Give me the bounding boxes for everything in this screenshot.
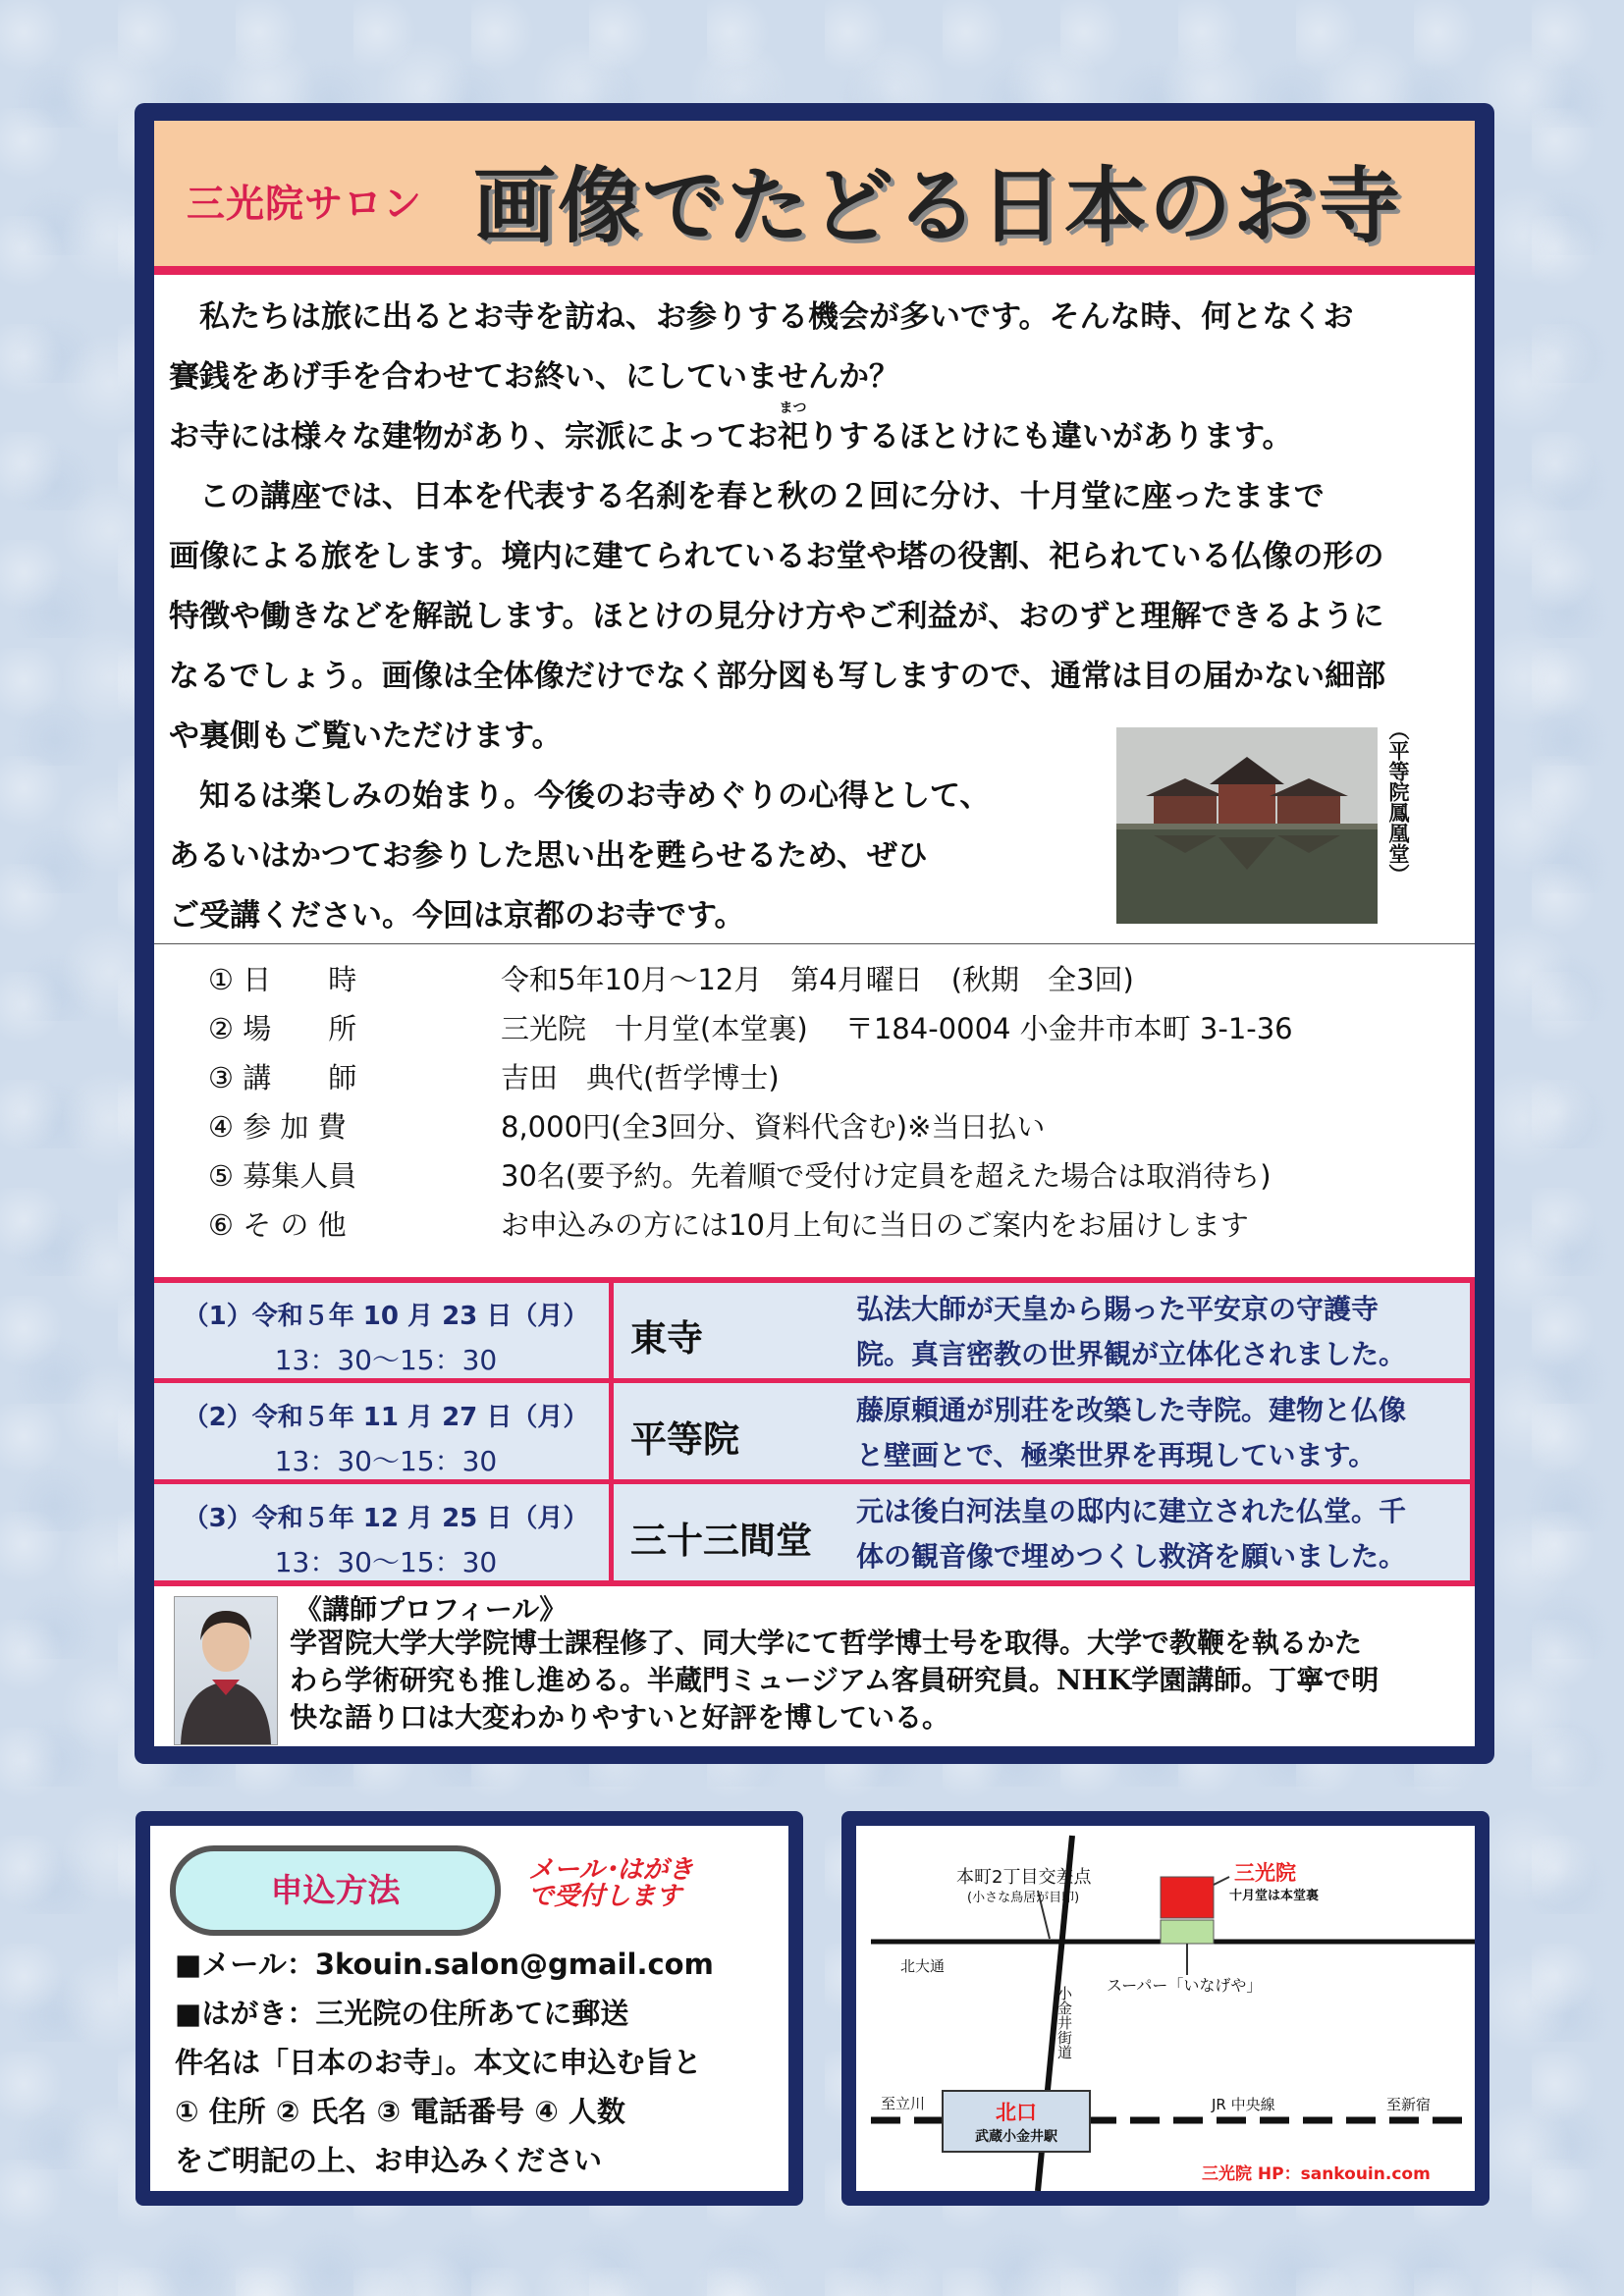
- detail-label: ⑥ そ の 他: [208, 1208, 347, 1242]
- station-label: 武蔵小金井駅: [975, 2129, 1057, 2145]
- session-desc-line: 元は後白河法皇の邸内に建立された仏堂。千: [856, 1495, 1407, 1527]
- detail-row: [208, 1007, 1465, 1056]
- intro-line: 賽銭をあげ手を合わせてお終い、にしていませんか？: [169, 359, 899, 395]
- detail-label: ④ 参 加 費: [208, 1110, 347, 1144]
- furigana-ruby: まつ: [779, 400, 807, 416]
- session-table: [154, 1277, 1475, 1586]
- intro-line: あるいはかつてお参りした思い出を甦らせるため、ぜひ: [169, 838, 928, 874]
- intro-line: 画像による旅をします。境内に建てられているお堂や塔の役割、祀られている仏像の形の: [169, 539, 1384, 574]
- session-date: （2）令和５年 11 月 27 日（月）: [183, 1403, 589, 1432]
- north-street-label: 北大通: [900, 1957, 946, 1975]
- detail-label: ① 日 時: [208, 963, 357, 996]
- session-row: [154, 1283, 1475, 1381]
- subject-line: 件名は「日本のお寺」。本文に申込む旨と: [175, 2046, 702, 2079]
- application-heading-badge: [170, 1845, 501, 1936]
- intro-line: [169, 400, 1465, 467]
- north-exit-label: 北口: [996, 2101, 1037, 2124]
- table-column-divider: [609, 1283, 614, 1586]
- access-map: [856, 1826, 1475, 2191]
- avatar: [174, 1596, 278, 1745]
- detail-row: [208, 1203, 1465, 1253]
- intro-line: この講座では、日本を代表する名刹を春と秋の２回に分け、十月堂に座ったままで: [169, 479, 1325, 514]
- course-details: [208, 958, 1465, 1253]
- closing-line: をご明記の上、お申込みください: [175, 2144, 603, 2177]
- email-line: ■メール：3kouin.salon@gmail.com: [175, 1948, 714, 1981]
- session-temple: 平等院: [630, 1417, 739, 1461]
- detail-value: 三光院 十月堂(本堂裏) 〒184-0004 小金井市本町 3-1-36: [501, 1012, 1293, 1045]
- session-desc-line: 弘法大師が天皇から賜った平安京の守護寺: [856, 1293, 1380, 1325]
- application-note-line: で受付します: [528, 1882, 682, 1911]
- to-shinjuku-label: 至新宿: [1386, 2096, 1432, 2113]
- session-desc-line: 院。真言密教の世界観が立体化されました。: [856, 1338, 1407, 1370]
- detail-row: [208, 1056, 1465, 1105]
- instructor-portrait: [175, 1597, 277, 1744]
- photo-caption: （平等院鳳凰堂）: [1386, 720, 1411, 884]
- application-panel: [135, 1811, 803, 2206]
- session-description: [856, 1388, 1470, 1478]
- session-date: （3）令和５年 12 月 25 日（月）: [183, 1504, 589, 1533]
- detail-row: [208, 958, 1465, 1007]
- intro-line: 特徴や働きなどを解説します。ほとけの見分け方やご利益が、おのずと理解できるように: [169, 599, 1384, 634]
- furigana-word: [778, 400, 808, 454]
- table-divider: [154, 1378, 1475, 1383]
- furigana-kanji: 祀: [778, 419, 808, 454]
- application-content: [150, 1826, 788, 2191]
- detail-value: 吉田 典代(哲学博士): [501, 1061, 780, 1095]
- required-fields-line: ① 住所 ② 氏名 ③ 電話番号 ④ 人数: [175, 2095, 625, 2128]
- temple-illustration: [1116, 727, 1378, 924]
- sankouin-label: 三光院: [1234, 1861, 1296, 1885]
- page-title: 画像でたどる日本のお寺: [473, 158, 1403, 254]
- session-row: [154, 1485, 1475, 1583]
- profile-line: わら学術研究も推し進める。半蔵門ミュージアム客員研究員。NHK学園講師。丁寧で明: [290, 1664, 1380, 1696]
- session-time: 13：30～15：30: [274, 1546, 498, 1578]
- to-tachikawa-label: 至立川: [881, 2095, 926, 2112]
- intro-line: 私たちは旅に出るとお寺を訪ね、お参りする機会が多いです。そんな時、何となくお: [169, 299, 1354, 335]
- intro-line-pre: お寺には様々な建物があり、宗派によってお: [169, 419, 778, 454]
- intersection-note: (小さな鳥居が目印): [967, 1891, 1080, 1905]
- intro-line-post: りするほとけにも違いがあります。: [808, 419, 1293, 454]
- intersection-label: 本町2丁目交差点: [956, 1867, 1092, 1888]
- intro-line: や裏側もご覧いただけます。: [169, 719, 563, 754]
- detail-value: 令和5年10月～12月 第4月曜日 (秋期 全3回): [501, 963, 1134, 996]
- profile-line: 快な語り口は大変わかりやすいと好評を博している。: [290, 1701, 950, 1734]
- detail-value: 8,000円(全3回分、資料代含む)※当日払い: [501, 1110, 1046, 1144]
- jr-line-label: JR 中央線: [1212, 2096, 1275, 2113]
- divider: [154, 943, 1475, 944]
- salon-subtitle: 三光院サロン: [187, 183, 423, 227]
- detail-value: 30名(要予約。先着順で受付け定員を超えた場合は取消待ち): [501, 1159, 1272, 1193]
- postcard-line: ■はがき：三光院の住所あてに郵送: [175, 1997, 629, 2030]
- session-description: [856, 1287, 1470, 1377]
- application-note-line: メール･はがき: [528, 1855, 694, 1885]
- intro-line: なるでしょう。画像は全体像だけでなく部分図も写しますので、通常は目の届かない細部: [169, 659, 1386, 694]
- table-column-divider: [1470, 1283, 1475, 1586]
- profile-title: 《講師プロフィール》: [295, 1593, 568, 1626]
- application-instructions: [175, 1940, 784, 2185]
- homepage-label: 三光院 HP：sankouin.com: [1202, 2164, 1431, 2184]
- session-row: [154, 1384, 1475, 1482]
- detail-row: [208, 1105, 1465, 1154]
- session-date: （1）令和５年 10 月 23 日（月）: [183, 1302, 589, 1331]
- main-content: [154, 121, 1475, 1746]
- session-temple: 東寺: [630, 1316, 703, 1360]
- detail-value: お申込みの方には10月上旬に当日のご案内をお届けします: [501, 1208, 1249, 1242]
- profile-text: [290, 1625, 1468, 1736]
- profile-divider: [154, 1580, 1475, 1586]
- title-bar: [154, 121, 1475, 275]
- detail-label: ⑤ 募集人員: [208, 1159, 357, 1193]
- koganei-street-label: 小金井街道: [1056, 1986, 1073, 2059]
- table-divider: [154, 1479, 1475, 1484]
- byodoin-photo: [1116, 727, 1378, 924]
- detail-row: [208, 1154, 1465, 1203]
- main-panel: [135, 103, 1494, 1764]
- profile-line: 学習院大学大学院博士課程修了、同大学にて哲学博士号を取得。大学で教鞭を執るかた: [290, 1627, 1363, 1659]
- map-panel: [841, 1811, 1489, 2206]
- session-time: 13：30～15：30: [274, 1445, 498, 1477]
- application-heading: 申込方法: [270, 1871, 401, 1909]
- session-desc-line: と壁画とで、極楽世界を再現しています。: [856, 1439, 1377, 1471]
- intro-line: ご受講ください。今回は京都のお寺です。: [169, 898, 745, 934]
- detail-label: ② 場 所: [208, 1012, 357, 1045]
- supermarket-label: スーパー「いなげや」: [1107, 1976, 1263, 1995]
- session-time: 13：30～15：30: [274, 1344, 498, 1376]
- session-desc-line: 体の観音像で埋めつくし救済を願いました。: [856, 1540, 1407, 1573]
- detail-label: ③ 講 師: [208, 1061, 357, 1095]
- intro-line: 知るは楽しみの始まり。今後のお寺めぐりの心得として、: [169, 778, 991, 814]
- sankouin-note: 十月堂は本堂裏: [1229, 1889, 1320, 1903]
- session-temple: 三十三間堂: [630, 1519, 812, 1562]
- application-note: [528, 1857, 693, 1910]
- session-description: [856, 1489, 1470, 1579]
- session-desc-line: 藤原頼通が別荘を改築した寺院。建物と仏像: [856, 1394, 1407, 1426]
